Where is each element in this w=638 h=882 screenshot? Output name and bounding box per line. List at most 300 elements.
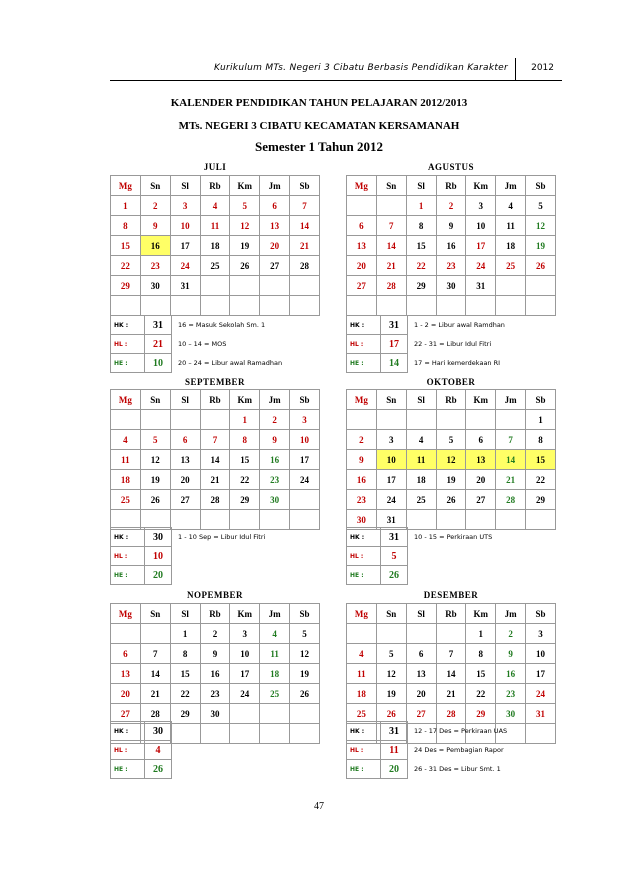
weekday-header: Jm	[496, 176, 526, 196]
weekday-header: Sb	[290, 604, 320, 624]
summary-row-he	[111, 566, 320, 585]
weekday-header: Km	[466, 390, 496, 410]
day-cell: 18	[260, 664, 290, 684]
day-cell: 10	[376, 450, 406, 470]
day-cell: 6	[406, 644, 436, 664]
day-cell: 21	[200, 470, 230, 490]
week-row	[347, 684, 556, 704]
weekday-header: Sn	[140, 390, 170, 410]
day-cell: 25	[496, 256, 526, 276]
summary-label-hk: HK :	[111, 316, 145, 335]
day-cell: 20	[466, 470, 496, 490]
summary-note	[408, 547, 556, 566]
summary-label-hl: HL :	[347, 741, 381, 760]
day-cell: 28	[436, 704, 466, 724]
summary-label-hk: HK :	[347, 528, 381, 547]
day-cell	[140, 624, 170, 644]
day-cell: 6	[170, 430, 200, 450]
summary-row-hk	[111, 528, 320, 547]
day-cell	[436, 296, 466, 316]
weekday-header: Mg	[347, 176, 377, 196]
day-cell: 6	[111, 644, 141, 664]
summary-note	[172, 566, 320, 585]
summary-row-hl	[347, 335, 556, 354]
summary-row-hk	[111, 722, 320, 741]
summary-row-hl	[111, 547, 320, 566]
weekday-header: Sn	[376, 390, 406, 410]
weekday-header: Km	[230, 390, 260, 410]
day-cell: 20	[111, 684, 141, 704]
summary-value-hk: 31	[145, 316, 172, 335]
day-cell: 12	[230, 216, 260, 236]
day-cell: 18	[496, 236, 526, 256]
day-cell: 24	[376, 490, 406, 510]
weekday-header: Rb	[200, 176, 230, 196]
summary-value-he: 14	[381, 354, 408, 373]
day-cell	[140, 410, 170, 430]
week-row	[347, 256, 556, 276]
summary-value-he: 26	[381, 566, 408, 585]
day-cell: 13	[111, 664, 141, 684]
summary-row-hl	[111, 335, 320, 354]
day-cell: 28	[496, 490, 526, 510]
day-cell: 29	[111, 276, 141, 296]
day-cell	[111, 624, 141, 644]
day-cell: 1	[406, 196, 436, 216]
weekday-header: Sn	[140, 176, 170, 196]
week-row	[347, 276, 556, 296]
day-cell	[376, 196, 406, 216]
day-cell: 8	[466, 644, 496, 664]
summary-juli	[110, 315, 320, 373]
summary-label-hk: HK :	[111, 722, 145, 741]
day-cell: 29	[170, 704, 200, 724]
day-cell: 28	[200, 490, 230, 510]
day-cell: 15	[526, 450, 556, 470]
weekday-header: Rb	[200, 604, 230, 624]
day-cell: 27	[406, 704, 436, 724]
day-cell: 30	[436, 276, 466, 296]
day-cell: 11	[406, 450, 436, 470]
day-cell: 9	[347, 450, 377, 470]
day-cell: 26	[526, 256, 556, 276]
summary-row-hl	[347, 547, 556, 566]
weekday-header: Sl	[170, 176, 200, 196]
day-cell: 18	[347, 684, 377, 704]
day-cell	[526, 296, 556, 316]
calendar-september	[110, 389, 320, 530]
weekday-header: Sn	[140, 604, 170, 624]
day-cell	[290, 276, 320, 296]
day-cell: 7	[496, 430, 526, 450]
summary-note	[172, 760, 320, 779]
calendar-oktober	[346, 389, 556, 530]
day-cell: 4	[406, 430, 436, 450]
day-cell: 24	[290, 470, 320, 490]
running-header	[110, 58, 562, 81]
summary-label-he: HE :	[111, 566, 145, 585]
weekday-header: Rb	[436, 176, 466, 196]
weekday-header: Mg	[111, 604, 141, 624]
summary-label-hk: HK :	[111, 528, 145, 547]
day-cell: 11	[260, 644, 290, 664]
weekday-header: Jm	[260, 390, 290, 410]
day-cell: 1	[111, 196, 141, 216]
week-row	[111, 410, 320, 430]
day-cell: 24	[466, 256, 496, 276]
day-cell	[406, 296, 436, 316]
day-cell: 7	[140, 644, 170, 664]
day-cell	[436, 410, 466, 430]
summary-value-he: 20	[145, 566, 172, 585]
day-cell: 12	[290, 644, 320, 664]
day-cell: 9	[200, 644, 230, 664]
weekday-header: Jm	[260, 176, 290, 196]
day-cell: 4	[496, 196, 526, 216]
summary-value-hk: 31	[381, 528, 408, 547]
day-cell: 7	[200, 430, 230, 450]
summary-note: 22 - 31 = Libur Idul Fitri	[414, 340, 492, 348]
summary-row-hk	[347, 316, 556, 335]
day-cell: 14	[200, 450, 230, 470]
day-cell: 24	[230, 684, 260, 704]
summary-value-hl: 21	[145, 335, 172, 354]
day-cell: 4	[111, 430, 141, 450]
day-cell: 13	[260, 216, 290, 236]
day-cell: 10	[526, 644, 556, 664]
week-row	[111, 256, 320, 276]
day-cell	[496, 296, 526, 316]
week-row	[347, 410, 556, 430]
day-cell: 23	[347, 490, 377, 510]
summary-label-hl: HL :	[347, 547, 381, 566]
day-cell	[260, 296, 290, 316]
summary-row-he	[347, 354, 556, 373]
day-cell: 9	[436, 216, 466, 236]
summary-note: 16 = Masuk Sekolah Sm. 1	[178, 321, 266, 329]
day-cell: 5	[230, 196, 260, 216]
weekday-header: Sl	[406, 176, 436, 196]
day-cell: 2	[347, 430, 377, 450]
day-cell: 18	[200, 236, 230, 256]
day-cell: 27	[260, 256, 290, 276]
day-cell: 22	[170, 684, 200, 704]
weekday-header: Sb	[526, 390, 556, 410]
summary-value-he: 20	[381, 760, 408, 779]
day-cell: 14	[436, 664, 466, 684]
week-row	[111, 430, 320, 450]
day-cell: 31	[466, 276, 496, 296]
day-cell	[376, 410, 406, 430]
summary-nopember	[110, 721, 320, 779]
day-cell: 5	[436, 430, 466, 450]
day-cell: 9	[260, 430, 290, 450]
summary-label-hl: HL :	[111, 547, 145, 566]
day-cell: 13	[170, 450, 200, 470]
day-cell: 14	[496, 450, 526, 470]
weekday-header: Rb	[200, 390, 230, 410]
weekday-header: Mg	[347, 390, 377, 410]
school-name: MTs. NEGERI 3 CIBATU KECAMATAN KERSAMANAH	[178, 120, 460, 132]
document-title: KALENDER PENDIDIKAN TAHUN PELAJARAN 2012/2013	[170, 97, 468, 109]
day-cell: 15	[466, 664, 496, 684]
day-cell: 23	[260, 470, 290, 490]
day-cell: 30	[140, 276, 170, 296]
day-cell	[230, 296, 260, 316]
summary-value-hl: 5	[381, 547, 408, 566]
day-cell: 3	[526, 624, 556, 644]
day-cell: 19	[376, 684, 406, 704]
month-title-oktober: OKTOBER	[426, 377, 476, 387]
day-cell: 19	[526, 236, 556, 256]
day-cell: 8	[526, 430, 556, 450]
day-cell: 11	[347, 664, 377, 684]
summary-label-hl: HL :	[111, 741, 145, 760]
day-cell	[406, 410, 436, 430]
summary-agustus	[346, 315, 556, 373]
day-cell: 19	[436, 470, 466, 490]
day-cell: 1	[466, 624, 496, 644]
day-cell: 20	[260, 236, 290, 256]
day-cell: 31	[170, 276, 200, 296]
day-cell: 17	[230, 664, 260, 684]
day-cell: 25	[347, 704, 377, 724]
day-cell	[170, 296, 200, 316]
week-row	[347, 296, 556, 316]
day-cell: 5	[290, 624, 320, 644]
day-cell: 10	[290, 430, 320, 450]
day-cell: 8	[111, 216, 141, 236]
day-cell	[466, 410, 496, 430]
day-cell: 2	[200, 624, 230, 644]
day-cell: 31	[526, 704, 556, 724]
summary-desember	[346, 721, 556, 779]
summary-note	[172, 722, 320, 741]
day-cell: 3	[466, 196, 496, 216]
summary-label-he: HE :	[347, 760, 381, 779]
day-cell: 23	[496, 684, 526, 704]
week-row	[111, 470, 320, 490]
week-row	[111, 624, 320, 644]
weekday-header-row	[111, 604, 320, 624]
day-cell: 17	[526, 664, 556, 684]
summary-label-he: HE :	[111, 354, 145, 373]
day-cell: 15	[230, 450, 260, 470]
day-cell: 8	[170, 644, 200, 664]
summary-row-he	[111, 354, 320, 373]
day-cell: 16	[140, 236, 170, 256]
summary-row-he	[347, 566, 556, 585]
day-cell: 2	[436, 196, 466, 216]
day-cell: 29	[230, 490, 260, 510]
day-cell	[347, 624, 377, 644]
day-cell: 19	[290, 664, 320, 684]
day-cell: 14	[290, 216, 320, 236]
day-cell: 6	[466, 430, 496, 450]
week-row	[347, 470, 556, 490]
summary-note: 24 Des = Pembagian Rapor	[414, 746, 504, 754]
day-cell: 16	[496, 664, 526, 684]
day-cell	[140, 296, 170, 316]
week-row	[111, 490, 320, 510]
day-cell: 4	[347, 644, 377, 664]
week-row	[347, 664, 556, 684]
day-cell: 29	[526, 490, 556, 510]
day-cell	[466, 296, 496, 316]
day-cell	[496, 276, 526, 296]
day-cell: 24	[526, 684, 556, 704]
day-cell: 13	[347, 236, 377, 256]
week-row	[111, 296, 320, 316]
day-cell: 28	[290, 256, 320, 276]
week-row	[111, 196, 320, 216]
weekday-header: Km	[466, 176, 496, 196]
day-cell: 22	[230, 470, 260, 490]
day-cell: 4	[200, 196, 230, 216]
day-cell: 7	[290, 196, 320, 216]
calendar-agustus	[346, 175, 556, 316]
summary-value-he: 10	[145, 354, 172, 373]
day-cell	[436, 624, 466, 644]
summary-value-hk: 30	[145, 722, 172, 741]
day-cell	[111, 410, 141, 430]
day-cell: 9	[140, 216, 170, 236]
month-title-desember: DESEMBER	[423, 590, 479, 600]
day-cell: 1	[170, 624, 200, 644]
month-title-agustus: AGUSTUS	[427, 162, 474, 172]
day-cell: 26	[376, 704, 406, 724]
day-cell: 10	[466, 216, 496, 236]
summary-label-hl: HL :	[111, 335, 145, 354]
weekday-header: Sn	[376, 604, 406, 624]
day-cell: 6	[347, 216, 377, 236]
day-cell: 29	[406, 276, 436, 296]
summary-note: 17 = Hari kemerdekaan RI	[414, 359, 501, 367]
day-cell: 28	[376, 276, 406, 296]
day-cell: 10	[230, 644, 260, 664]
day-cell: 29	[466, 704, 496, 724]
week-row	[111, 276, 320, 296]
weekday-header: Sl	[406, 390, 436, 410]
day-cell: 2	[260, 410, 290, 430]
week-row	[347, 624, 556, 644]
day-cell: 21	[140, 684, 170, 704]
summary-label-he: HE :	[111, 760, 145, 779]
day-cell: 1	[230, 410, 260, 430]
day-cell: 20	[347, 256, 377, 276]
summary-row-he	[347, 760, 556, 779]
summary-note: 10 - 15 = Perkiraan UTS	[414, 533, 493, 541]
week-row	[111, 684, 320, 704]
day-cell: 30	[496, 704, 526, 724]
day-cell: 13	[466, 450, 496, 470]
day-cell: 22	[111, 256, 141, 276]
day-cell: 2	[140, 196, 170, 216]
summary-note: 12 - 17 Des = Perkiraan UAS	[414, 727, 508, 735]
summary-note: 1 - 2 = Libur awal Ramdhan	[414, 321, 505, 329]
summary-note: 1 - 10 Sep = Libur Idul Fitri	[178, 533, 266, 541]
day-cell: 17	[376, 470, 406, 490]
header-text: Kurikulum MTs. Negeri 3 Cibatu Berbasis Pendidikan Karakter	[214, 63, 508, 73]
weekday-header: Rb	[436, 604, 466, 624]
summary-note	[408, 566, 556, 585]
week-row	[111, 644, 320, 664]
month-title-nopember: NOPEMBER	[186, 590, 243, 600]
day-cell	[230, 276, 260, 296]
day-cell: 3	[230, 624, 260, 644]
day-cell: 17	[170, 236, 200, 256]
day-cell: 19	[140, 470, 170, 490]
day-cell: 19	[230, 236, 260, 256]
day-cell: 11	[496, 216, 526, 236]
day-cell: 22	[526, 470, 556, 490]
day-cell: 30	[200, 704, 230, 724]
day-cell: 1	[526, 410, 556, 430]
day-cell: 14	[140, 664, 170, 684]
week-row	[347, 450, 556, 470]
day-cell: 17	[290, 450, 320, 470]
day-cell: 27	[347, 276, 377, 296]
day-cell: 21	[376, 256, 406, 276]
day-cell	[170, 410, 200, 430]
summary-value-hl: 10	[145, 547, 172, 566]
week-row	[347, 430, 556, 450]
day-cell	[376, 624, 406, 644]
day-cell: 18	[406, 470, 436, 490]
day-cell: 12	[140, 450, 170, 470]
summary-row-hk	[347, 722, 556, 741]
day-cell: 7	[436, 644, 466, 664]
day-cell: 12	[376, 664, 406, 684]
week-row	[347, 236, 556, 256]
day-cell	[290, 296, 320, 316]
summary-oktober	[346, 527, 556, 585]
day-cell: 5	[376, 644, 406, 664]
weekday-header: Sb	[290, 390, 320, 410]
day-cell: 3	[170, 196, 200, 216]
week-row	[347, 216, 556, 236]
day-cell	[200, 276, 230, 296]
day-cell: 15	[170, 664, 200, 684]
day-cell: 16	[200, 664, 230, 684]
week-row	[111, 450, 320, 470]
day-cell: 31	[376, 510, 406, 530]
summary-september	[110, 527, 320, 585]
week-row	[347, 196, 556, 216]
day-cell	[347, 196, 377, 216]
day-cell: 25	[200, 256, 230, 276]
weekday-header: Mg	[111, 176, 141, 196]
day-cell: 13	[406, 664, 436, 684]
weekday-header: Sb	[290, 176, 320, 196]
day-cell: 21	[290, 236, 320, 256]
summary-label-hk: HK :	[347, 316, 381, 335]
day-cell: 25	[406, 490, 436, 510]
day-cell: 24	[170, 256, 200, 276]
weekday-header: Sl	[170, 604, 200, 624]
day-cell: 25	[260, 684, 290, 704]
month-title-juli: JULI	[203, 162, 227, 172]
weekday-header: Jm	[260, 604, 290, 624]
day-cell	[290, 490, 320, 510]
weekday-header: Mg	[111, 390, 141, 410]
weekday-header: Km	[230, 604, 260, 624]
day-cell: 26	[140, 490, 170, 510]
day-cell: 27	[111, 704, 141, 724]
week-row	[111, 216, 320, 236]
week-row	[111, 236, 320, 256]
summary-label-he: HE :	[347, 354, 381, 373]
